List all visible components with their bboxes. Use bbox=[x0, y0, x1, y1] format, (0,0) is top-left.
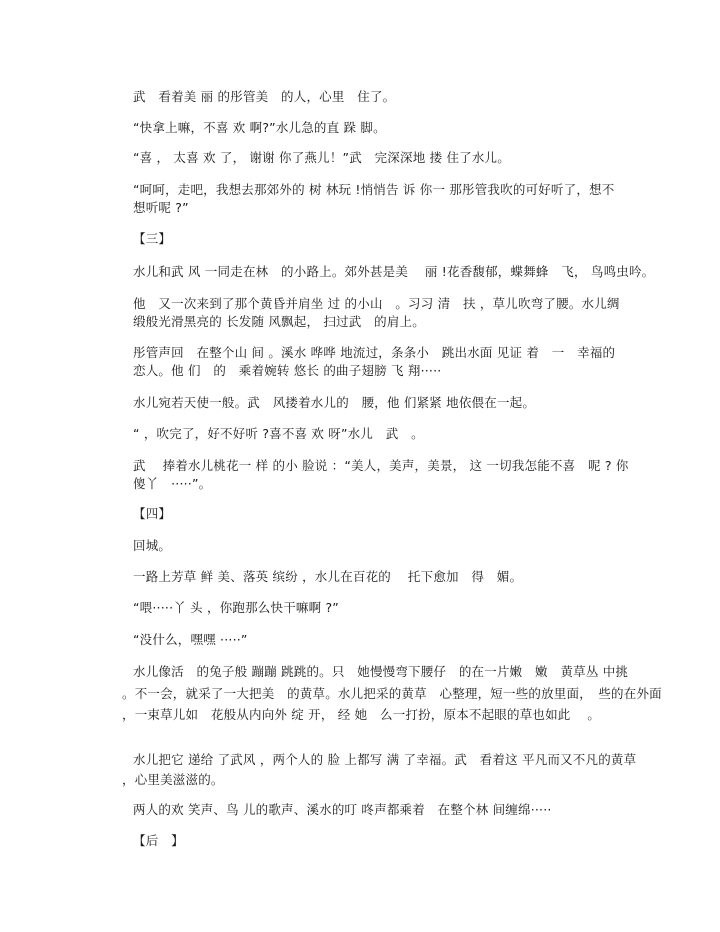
text-line: “没什么，嘿嘿 ·····” bbox=[133, 632, 248, 647]
text-line: 他 又一次来到了那个黄昏并肩坐 过 的小山 。习习 清 扶 ，草儿吹弯了腰。水儿绸 bbox=[133, 296, 620, 311]
text-line: 一路上芳草 鲜 美、落英 缤纷 ，水儿在百花的 托下愈加 得 媚。 bbox=[133, 569, 523, 584]
text-line: “快拿上嘛，不喜 欢 啊?”水儿急的直 跺 脚。 bbox=[133, 120, 386, 135]
text-line: “呵呵，走吧，我想去那郊外的 树 林玩 !悄悄告 诉 你一 那彤管我吹的可好听了，想不 bbox=[133, 182, 615, 197]
text-line: 回城。 bbox=[133, 538, 172, 553]
section-heading: 【后 】 bbox=[133, 833, 184, 848]
text-line: ，心里美滋滋的。 bbox=[122, 772, 224, 787]
section-heading: 【四】 bbox=[133, 506, 172, 521]
text-line: 水儿宛若天使一般。武 风搂着水儿的 腰，他 们紧紧 地依偎在一起。 bbox=[133, 395, 536, 410]
text-line: 武 看着美 丽 的彤管美 的人，心里 住了。 bbox=[133, 89, 396, 104]
text-line: “喜 ， 太喜 欢 了， 谢谢 你了燕儿！”武 完深深地 搂 住了水儿。 bbox=[133, 150, 510, 165]
text-line: 水儿和武 风 一同走在林 的小路上。郊外甚是美 丽 !花香馥郁，蝶舞蜂 飞， 鸟鸣虫吟。 bbox=[133, 264, 655, 279]
text-line: 两人的欢 笑声、鸟 儿的歌声、溪水的叮 咚声都乘着 在整个林 间缠绵····· bbox=[133, 802, 552, 817]
text-line: 。不一会，就采了一大把美 的黄草。水儿把采的黄草 心整理，短一些的放里面， 些的在外面 bbox=[122, 686, 662, 701]
text-line: 缎般光滑黑亮的 长发随 风飘起， 扫过武 的肩上。 bbox=[133, 314, 425, 329]
text-line: 水儿把它 递给 了武风 ，两个人的 脸 上都写 满 了幸福。武 看着这 平凡而又不凡的黄草 bbox=[133, 752, 637, 767]
text-line: 傻丫 ·····”。 bbox=[133, 476, 212, 491]
text-line: “ ，吹完了，好不好听 ?喜不喜 欢 呀”水儿 武 。 bbox=[133, 426, 424, 441]
text-line: 恋人。他 们 的 乘着婉转 悠长 的曲子翅膀 飞 翔····· bbox=[133, 363, 442, 378]
section-heading: 【三】 bbox=[133, 231, 172, 246]
text-line: 想听呢 ?” bbox=[133, 200, 189, 215]
text-line: 彤管声回 在整个山 间 。溪水 哗哗 地流过，条条小 跳出水面 见证 着 一 幸福的 bbox=[133, 345, 616, 360]
text-line: 水儿像活 的兔子般 蹦蹦 跳跳的。只 她慢慢弯下腰仔 的在一片嫩 嫩 黄草丛 中挑 bbox=[133, 664, 629, 679]
text-line: “喂·····丫 头 ，你跑那么快干嘛啊 ?” bbox=[133, 600, 339, 615]
text-line: 武 捧着水儿桃花一 样 的小 脸说 ：“美人，美声，美景， 这 一切我怎能不喜 呢 ? 你 bbox=[133, 458, 629, 473]
text-line: ，一束草儿如 花般从内向外 绽 开， 经 她 么一打扮，原本不起眼的草也如此 。 bbox=[122, 707, 601, 722]
